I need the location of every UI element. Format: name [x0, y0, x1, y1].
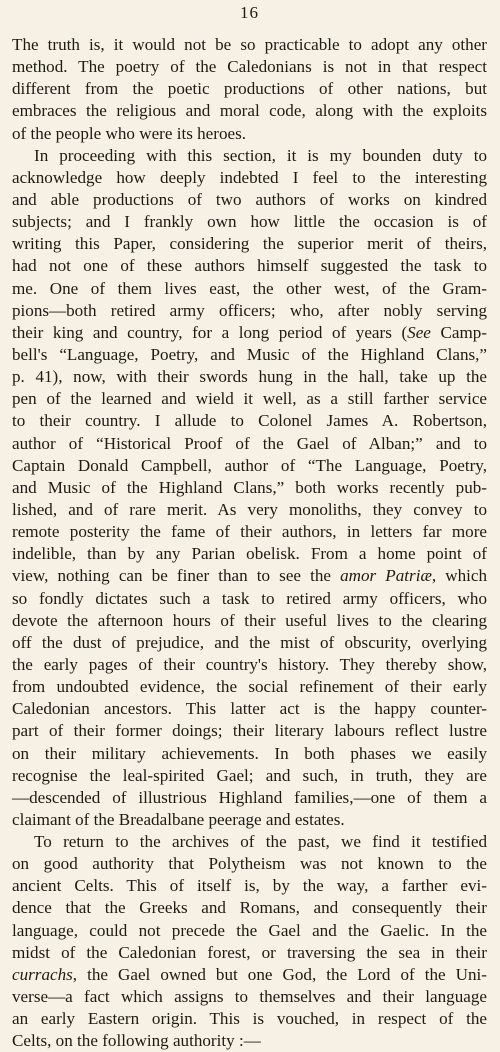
line-text: dence that the Greeks and Romans, and consequently their — [12, 898, 487, 918]
text-line — [12, 499, 487, 521]
text-line — [12, 1008, 487, 1030]
line-text: so fondly dictates such a task to retired army officers, who — [12, 588, 487, 608]
text-line — [12, 189, 487, 211]
line-text: their king and country, for a long period of years ( — [12, 322, 408, 342]
line-text: devote the afternoon hours of their useful lives to the clearing — [12, 610, 487, 630]
text-line — [12, 278, 487, 300]
line-text: recognise the leal-spirited Gael; and such, in truth, they are — [12, 765, 487, 785]
line-text: bell's “Language, Poetry, and Music of the Highland Clans,” — [12, 344, 487, 364]
text-line — [12, 942, 487, 964]
line-text: The truth is, it would not be so practicable to adopt any other — [12, 35, 487, 54]
line-text: author of “Historical Proof of the Gael of Alban;” and to — [12, 433, 487, 453]
text-line — [12, 477, 487, 499]
line-text: language, could not precede the Gael and the Gaelic. In the — [12, 920, 487, 940]
text-line — [12, 698, 487, 720]
text-line — [12, 787, 487, 809]
text-line — [12, 56, 487, 78]
line-text: off the dust of prejudice, and the mist of obscurity, overlying — [12, 632, 487, 652]
italic-text: amor Patriæ — [340, 566, 432, 586]
line-text: —descended of illustrious Highland families,—one of them a — [12, 787, 487, 807]
text-line — [12, 322, 487, 344]
text-line — [12, 543, 487, 565]
text-line — [12, 831, 487, 853]
text-line — [12, 897, 487, 919]
line-text: Camp- — [430, 322, 487, 342]
line-text: claimant of the Breadalbane peerage and estates. — [12, 809, 345, 829]
line-text: , the Gael owned but one God, the Lord of the Uni- — [72, 964, 487, 984]
line-text: Celts, on the following authority :— — [12, 1031, 261, 1051]
text-line — [12, 743, 487, 765]
line-text: had not one of these authors himself suggested the task to — [12, 256, 487, 276]
text-line — [12, 676, 487, 698]
line-text: to their country. I allude to Colonel James A. Robertson, — [12, 411, 487, 431]
line-text: and Music of the Highland Clans,” both works recently pub- — [12, 477, 487, 497]
page-number: 16 — [240, 3, 259, 22]
text-line — [12, 145, 487, 167]
text-line — [12, 211, 487, 233]
line-text: pen of the learned and wield it well, as a still farther service — [12, 389, 487, 409]
text-line — [12, 654, 487, 676]
text-line — [12, 388, 487, 410]
line-text: and able productions of two authors of works on kindred — [12, 189, 487, 209]
text-line — [12, 565, 487, 587]
paragraph — [12, 831, 487, 1052]
line-text: ancient Celts. This of itself is, by the way, a farther evi- — [12, 876, 487, 896]
text-line — [12, 455, 487, 477]
text-line — [12, 233, 487, 255]
text-line — [12, 433, 487, 455]
line-text: pions—both retired army officers; who, after nobly serving — [12, 300, 487, 320]
text-line — [12, 875, 487, 897]
line-text: embraces the religious and moral code, along with the exploits — [12, 101, 487, 121]
line-text: me. One of them lives east, the other west, of the Gram- — [12, 278, 487, 298]
line-text: lished, and of rare merit. As very monoliths, they convey to — [12, 499, 487, 519]
text-line — [12, 588, 487, 610]
line-text: the early pages of their country's history. They thereby show, — [12, 654, 487, 674]
italic-text: currachs — [12, 964, 73, 984]
line-text: To return to the archives of the past, we find it testified — [34, 832, 487, 852]
text-line — [12, 34, 487, 56]
line-text: indelible, than by any Parian obelisk. From a home point of — [12, 544, 487, 564]
text-line — [12, 255, 487, 277]
text-line — [12, 521, 487, 543]
text-line — [12, 410, 487, 432]
line-text: remote posterity the fame of their authors, in letters far more — [12, 522, 487, 542]
line-text: subjects; and I frankly own how little the occasion is of — [12, 212, 487, 232]
text-line — [12, 920, 487, 942]
text-line — [12, 610, 487, 632]
line-text: on good authority that Polytheism was not known to the — [12, 854, 487, 874]
line-text: midst of the Caledonian forest, or traversing the sea in their — [12, 942, 487, 962]
line-text: on their military achievements. In both phases we easily — [12, 743, 487, 763]
text-line — [12, 344, 487, 366]
body-text — [12, 34, 487, 1052]
line-text: of the people who were its heroes. — [12, 123, 247, 143]
line-text: acknowledge how deeply indebted I feel to the interesting — [12, 167, 487, 187]
line-text: Captain Donald Campbell, author of “The Language, Poetry, — [12, 455, 487, 475]
line-text: writing this Paper, considering the superior merit of theirs, — [12, 234, 487, 254]
text-line — [12, 1030, 487, 1052]
line-text: method. The poetry of the Caledonians is not in that respect — [12, 57, 487, 77]
italic-text: See — [407, 322, 431, 342]
line-text: Caledonian ancestors. This latter act is the happy counter- — [12, 699, 487, 719]
text-line — [12, 853, 487, 875]
line-text: view, nothing can be finer than to see the — [12, 566, 341, 586]
text-line — [12, 123, 487, 145]
text-line — [12, 986, 487, 1008]
line-text: from undoubted evidence, the social refinement of their early — [12, 677, 487, 697]
line-text: part of their former doings; their literary labours reflect lustre — [12, 721, 487, 741]
text-line — [12, 720, 487, 742]
line-text: an early Eastern origin. This is vouched, in respect of the — [12, 1009, 487, 1029]
text-line — [12, 300, 487, 322]
text-line — [12, 78, 487, 100]
text-line — [12, 632, 487, 654]
line-text: , which — [431, 566, 487, 586]
line-text: verse—a fact which assigns to themselves and their language — [12, 987, 487, 1007]
paragraph — [12, 34, 487, 145]
line-text: In proceeding with this section, it is my bounden duty to — [34, 145, 487, 165]
text-line — [12, 964, 487, 986]
text-line — [12, 765, 487, 787]
paragraph — [12, 145, 487, 831]
text-line — [12, 100, 487, 122]
text-line — [12, 366, 487, 388]
text-line — [12, 167, 487, 189]
line-text: different from the poetic productions of other nations, but — [12, 79, 487, 99]
line-text: p. 41), now, with their swords hung in the hall, take up the — [12, 367, 487, 387]
text-line — [12, 809, 487, 831]
